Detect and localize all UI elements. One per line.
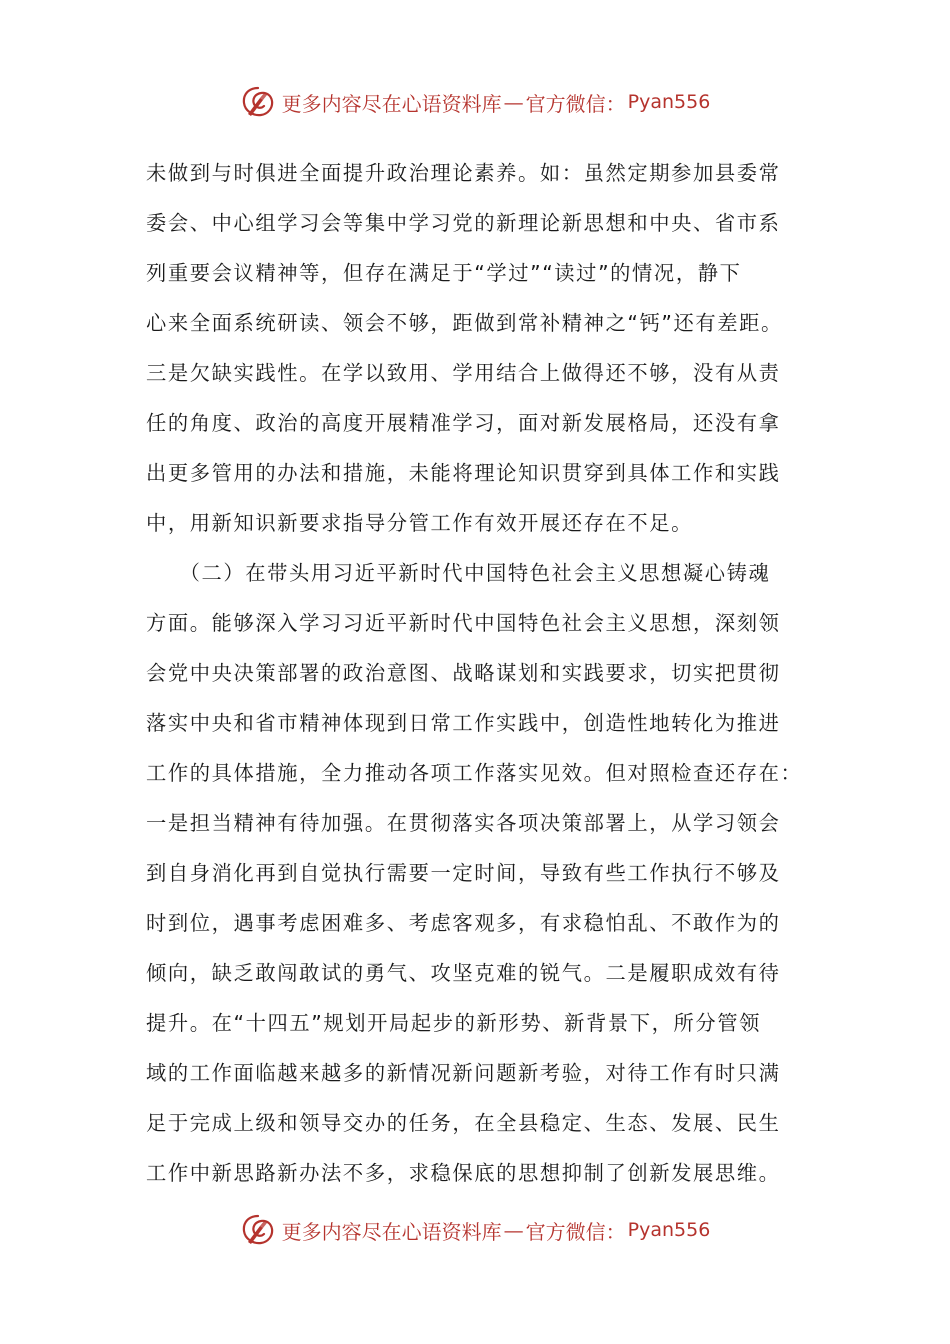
- text-line: 任的角度、政治的高度开展精准学习，面对新发展格局，还没有拿: [146, 411, 781, 435]
- text-line: 工作中新思路新办法不多，求稳保底的思想抑制了创新发展思维。: [146, 1161, 781, 1185]
- text-line: 心来全面系统研读、领会不够，距做到常补精神之“钙”还有差距。: [146, 311, 783, 335]
- footer-watermark: [0, 1210, 950, 1250]
- text-line: 时到位，遇事考虑困难多、考虑客观多，有求稳怕乱、不敢作为的: [146, 911, 781, 935]
- text-line: 方面。能够深入学习习近平新时代中国特色社会主义思想，深刻领: [146, 611, 781, 635]
- text-line: 三是欠缺实践性。在学以致用、学用结合上做得还不够，没有从责: [146, 361, 781, 385]
- text-line: 未做到与时俱进全面提升政治理论素养。如：虽然定期参加县委常: [146, 161, 781, 185]
- text-line: 中，用新知识新要求指导分管工作有效开展还存在不足。: [146, 511, 694, 535]
- text-line: 到自身消化再到自觉执行需要一定时间，导致有些工作执行不够及: [146, 861, 781, 885]
- document-body: [146, 148, 806, 1198]
- text-line: 列重要会议精神等，但存在满足于“学过”“读过”的情况，静下: [146, 261, 742, 285]
- header-watermark: [0, 82, 950, 122]
- text-line: 委会、中心组学习会等集中学习党的新理论新思想和中央、省市系: [146, 211, 781, 235]
- pen-swirl-icon: [240, 1212, 276, 1248]
- text-line: 落实中央和省市精神体现到日常工作实践中，创造性地转化为推进: [146, 711, 781, 735]
- pen-swirl-icon: [240, 84, 276, 120]
- text-line: 倾向，缺乏敢闯敢试的勇气、攻坚克难的锐气。二是履职成效有待: [146, 961, 781, 985]
- section-heading-line: （二）在带头用习近平新时代中国特色社会主义思想凝心铸魂: [146, 561, 771, 585]
- text-line: 域的工作面临越来越多的新情况新问题新考验，对待工作有时只满: [146, 1061, 781, 1085]
- watermark-wechat-label: 官方微信：: [525, 1219, 626, 1244]
- watermark-wechat-id: Pyan556: [627, 91, 711, 113]
- text-line: 工作的具体措施，全力推动各项工作落实见效。但对照检查还存在：: [146, 761, 803, 785]
- watermark-separator: —: [503, 90, 524, 114]
- watermark-brand-text: 更多内容尽在心语资料库: [281, 91, 502, 116]
- text-line: 出更多管用的办法和措施，未能将理论知识贯穿到具体工作和实践: [146, 461, 781, 485]
- text-line: 提升。在“十四五”规划开局起步的新形势、新背景下，所分管领: [146, 1011, 762, 1035]
- text-line: 足于完成上级和领导交办的任务，在全县稳定、生态、发展、民生: [146, 1111, 781, 1135]
- watermark-brand-text: 更多内容尽在心语资料库: [281, 1219, 502, 1244]
- text-line: 一是担当精神有待加强。在贯彻落实各项决策部署上，从学习领会: [146, 811, 781, 835]
- watermark-wechat-label: 官方微信：: [525, 91, 626, 116]
- text-line: 会党中央决策部署的政治意图、战略谋划和实践要求，切实把贯彻: [146, 661, 781, 685]
- watermark-separator: —: [503, 1218, 524, 1242]
- watermark-wechat-id: Pyan556: [627, 1219, 711, 1241]
